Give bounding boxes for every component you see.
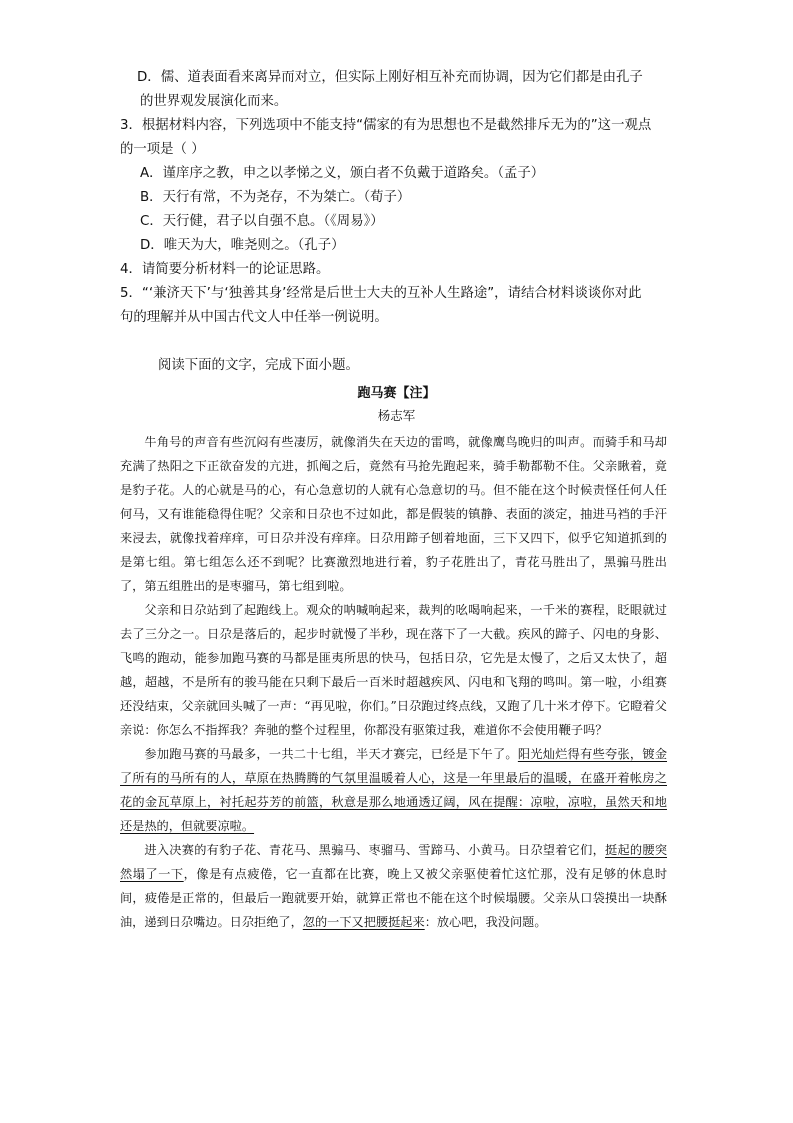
question-3-option-d: D．唯天为大，唯尧则之。（孔子） xyxy=(140,238,345,253)
paragraph-4-text-a: 进入决赛的有豹子花、青花马、黑骟马、枣骝马、雪蹄马、小黄马。日尕望着它们， xyxy=(144,843,606,857)
paragraph-3-underlined-text: 阳光灿烂得有些夸张，镀金了所有的马所有的人，草原在热腾腾的气氛里温暖着人心，这是一年里最后的温暖，在盛开着帐房之花的金瓦草原上，衬托起芬芳的前篮，秋意是那么地通透辽阔，风在提醒：凉啦，凉啦，虽然天和地还是热的，但就要凉啦。 xyxy=(120,747,668,833)
question-3-option-a: A．谨庠序之教，申之以孝悌之义，颁白者不负戴于道路矣。（孟子） xyxy=(140,166,545,181)
question-4: 4．请简要分析材料一的论证思路。 xyxy=(120,262,330,277)
paragraph-4-text-b: ，像是有点疲倦，它一直都在比赛，晚上又被父亲驱使着忙这忙那，没有足够的休息时间，疲倦是正常的，但最后一跑就要开始，就算正常也不能在这个时候塌腰。父亲从口袋摸出一块酥油，递到日尕嘴边。日尕拒绝了， xyxy=(120,867,668,929)
question-3-stem: 3．根据材料内容，下列选项中不能支持“儒家的有为思想也不是截然排斥无为的”这一观点 xyxy=(120,118,652,133)
paragraph-4-underlined-text-2: 忽的一下又把腰挺起来 xyxy=(302,915,425,929)
paragraph-3-text: 参加跑马赛的马最多，一共二十七组，半天才赛完，已经是下午了。 xyxy=(144,747,518,761)
passage-author: 杨志军 xyxy=(377,408,416,423)
question-2-option-d-continued: 的世界观发展演化而来。 xyxy=(140,94,288,109)
question-3-option-b: B．天行有常，不为尧存，不为桀亡。（荀子） xyxy=(140,190,411,205)
paragraph-3 xyxy=(120,742,667,838)
reading-instruction: 阅读下面的文字，完成下面小题。 xyxy=(158,358,359,373)
question-3-option-c: C．天行健，君子以自强不息。（《周易》） xyxy=(140,214,384,229)
passage-title: 跑马赛【注】 xyxy=(357,386,436,401)
question-2-option-d: D．儒、道表面看来离异而对立，但实际上刚好相互补充而协调，因为它们都是由孔子 xyxy=(137,70,643,85)
paragraph-2: 父亲和日尕站到了起跑线上。观众的呐喊响起来，裁判的吆喝响起来，一千米的赛程，眨眼就过去了三分之一。日尕是落后的，起步时就慢了半秒，现在落下了一大截。疾风的蹄子、闪电的身影、飞鸣的跑动，能参加跑马赛的马都是匪夷所思的快马，包括日尕，它先是太慢了，之后又太快了，超越，超越，不是所有的骏马能在只剩下最后一百米时超越疾风、闪电和飞翔的鸣叫。第一啦，小组赛还没结束，父亲就回头喊了一声：“再见啦，你们。”日尕跑过终点线，又跑了几十米才停下。它瞪着父亲说：你怎么不指挥我？奔驰的整个过程里，你都没有驱策过我，难道你不会使用鞭子吗？ xyxy=(120,603,667,737)
passage-body xyxy=(120,430,667,934)
paragraph-4 xyxy=(120,838,667,934)
question-5-stem: 5．“‘兼济天下’与‘独善其身’经常是后世士大夫的互补人生路途”，请结合材料谈谈你对此 xyxy=(120,286,642,301)
question-3-stem-continued: 的一项是（ ） xyxy=(120,142,205,157)
paragraph-4-text-c: ：放心吧，我没问题。 xyxy=(424,915,547,929)
paragraph-1: 牛角号的声音有些沉闷有些凄厉，就像消失在天边的雷鸣，就像鹰鸟晚归的叫声。而骑手和马却充满了热阳之下正欲奋发的亢进，抓阄之后，竟然有马抢先跑起来，骑手勒都勒不住。父亲瞅着，竟是豹子花。人的心就是马的心，有心急意切的人就有心急意切的马。但不能在这个时候责怪任何人任何马，又有谁能稳得住呢？父亲和日尕也不过如此，都是假装的镇静、表面的淡定，抽进马裆的手汗来浸去，就像找着痒痒，可日尕并没有痒痒。日尕用蹄子刨着地面，三下又四下，似乎它知道抓到的是第七组。第七组怎么还不到呢？比赛激烈地进行着，豹子花胜出了，青花马胜出了，黑骟马胜出了，第五组胜出的是枣骝马，第七组到啦。 xyxy=(120,435,667,593)
question-5-stem-continued: 句的理解并从中国古代文人中任举一例说明。 xyxy=(120,310,388,325)
paragraph-4-underlined-text-1: 挺起的腰突然塌了一下 xyxy=(120,843,668,881)
